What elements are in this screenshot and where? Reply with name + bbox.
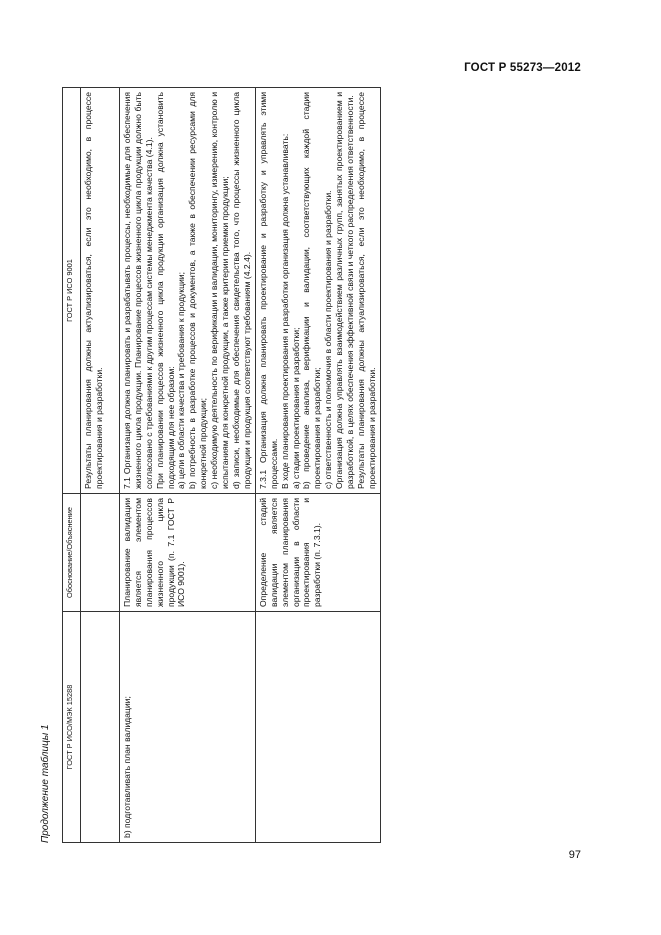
header-col-iso15288: ГОСТ Р ИСО/МЭК 15288	[63, 612, 81, 843]
table-continuation-caption: Продолжение таблицы 1	[40, 724, 51, 843]
page-number: 97	[568, 849, 581, 861]
header-col-justification: Обоснование/Объяснение	[63, 494, 81, 612]
cell-row3-col2: Определение стадий валидации является элементом планирования организации в области проектирования и разработки (п. 7.3.1).	[255, 494, 380, 612]
cell-row1-col3: Результаты планирования должны актуализироваться, если это необходимо, в процессе проектирования и разработки.	[80, 88, 119, 494]
table-row	[80, 88, 119, 843]
cell-row2-col2: Планирование валидации является элементом планирования процессов жизненного цикла продукции (п. 7.1 ГОСТ Р ИСО 9001).	[119, 494, 255, 612]
table-header-row	[63, 88, 81, 843]
cell-row2-col3: 7.1 Организация должна планировать и разрабатывать процессы, необходимые для обеспечения жизненного цикла продукции. Планирование процессов жизненного цикла продукции должно быть согласовано с требованиями к другим процессам системы менеджмента качества (4.1). При планировании процессов жизненного цикла продукции организация должна установить подходящим для нее образом: a) цели в области качества и требования к продукции; b) потребность в разработке процессов и документов, а также в обеспечении ресурсами для конкретной продукции; c) необходимую деятельность по верификации и валидации, мониторингу, измерению, контролю и испытаниям для конкретной продукции, а также критерии приемки продукции; d) записи, необходимые для обеспечения свидетельства того, что процессы жизненного цикла продукции и продукция соответствуют требованиям (4.2.4).	[119, 88, 255, 494]
cell-row3-col1	[255, 612, 380, 843]
cell-row3-col3: 7.3.1 Организация должна планировать проектирование и разработку и управлять этими процессами. В ходе планирования проектирования и разработки организация должна устанавливать: a) стадии проектирования и разработки; b) проведение анализа, верификации и валидации, соответствующих каждой стадии проектирования и разработки; c) ответственность и полномочия в области проектирования и разработки. Организация должна управлять взаимодействием различных групп, занятых проектированием и разработкой, в целях обеспечения эффективной связи и четкого распределения ответственности. Результаты планирования должны актуализироваться, если это необходимо, в процессе проектирования и разработки.	[255, 88, 380, 494]
table-row	[255, 88, 380, 843]
cell-row1-col1	[80, 612, 119, 843]
table-row	[119, 88, 255, 843]
cell-row2-col1: b) подготавливать план валидации;	[119, 612, 255, 843]
rotated-table-container	[62, 88, 562, 843]
header-col-iso9001: ГОСТ Р ИСО 9001	[63, 88, 81, 494]
document-code: ГОСТ Р 55273—2012	[464, 62, 581, 74]
cell-row1-col2	[80, 494, 119, 612]
comparison-table	[62, 87, 381, 843]
